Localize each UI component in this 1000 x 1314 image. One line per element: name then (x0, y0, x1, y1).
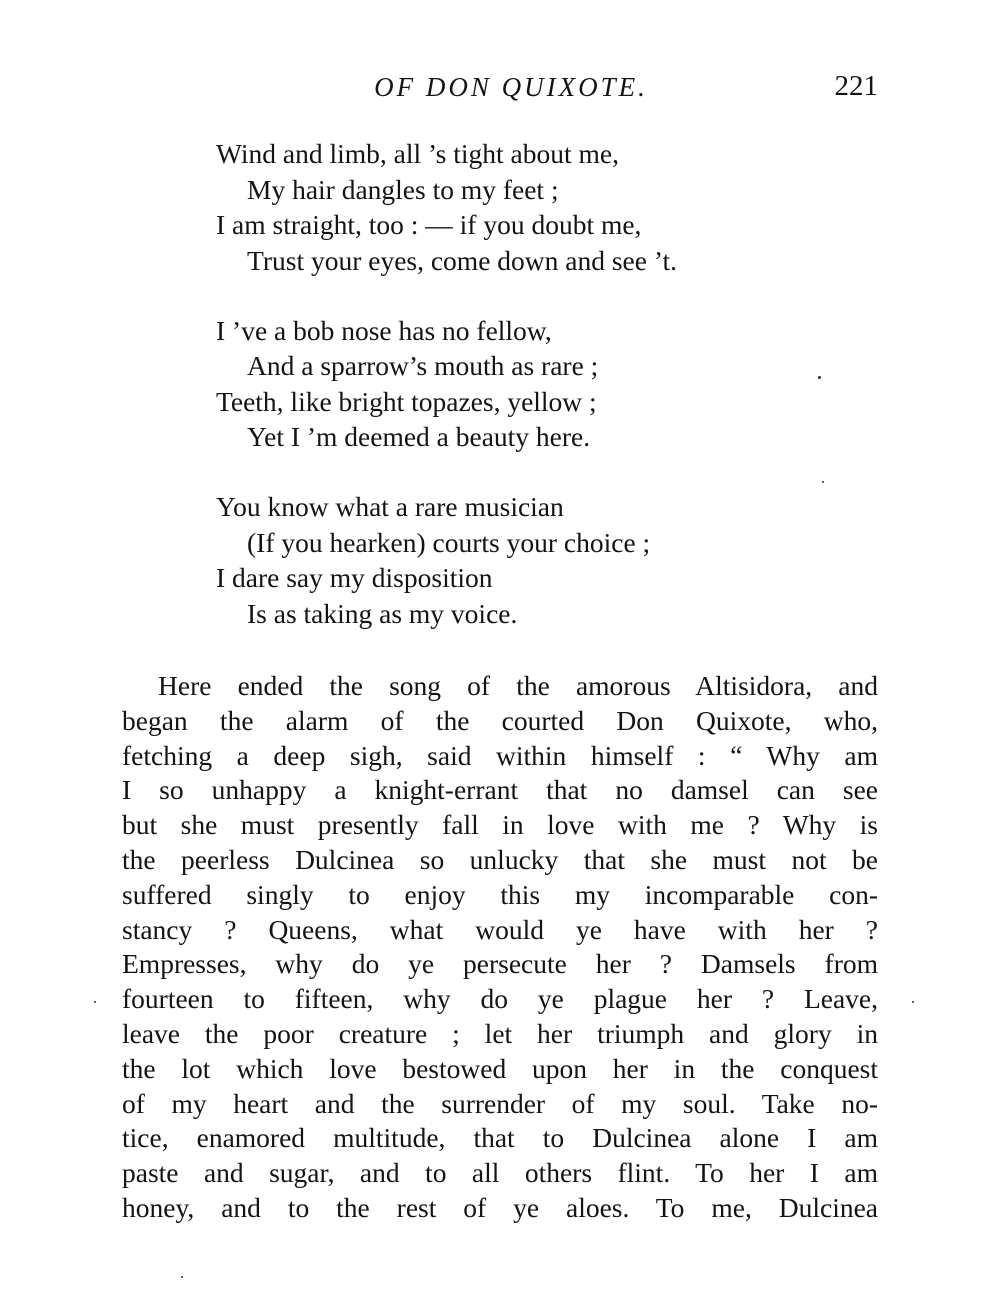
prose-line: began the alarm of the courted Don Quixote, who, (122, 704, 878, 736)
prose-paragraph (122, 669, 878, 1226)
prose-line: leave the poor creature ; let her triumph and glory in (122, 1017, 878, 1049)
running-title: OF DON QUIXOTE. (374, 72, 648, 102)
prose-line: of my heart and the surrender of my soul. Take no- (122, 1087, 878, 1119)
prose-line: honey, and to the rest of ye aloes. To me, Dulcinea (122, 1191, 878, 1223)
prose-line: but she must presently fall in love with me ? Why is (122, 809, 878, 841)
prose-line: Here ended the song of the amorous Altisidora, and (158, 670, 878, 701)
poem-line: I am straight, too : — if you doubt me, (216, 209, 642, 240)
stanza (216, 489, 836, 631)
scan-speck (181, 1276, 183, 1278)
stanza (216, 313, 836, 455)
prose-line: stancy ? Queens, what would ye have with her ? (122, 913, 878, 945)
poem-line: Is as taking as my voice. (247, 597, 518, 629)
stanza (216, 136, 836, 278)
prose-line: the lot which love bestowed upon her in the conquest (122, 1052, 878, 1084)
prose-line: tice, enamored multitude, that to Dulcinea alone I am (122, 1122, 878, 1154)
poem-line: I ’ve a bob nose has no fellow, (216, 314, 552, 346)
prose-line: suffered singly to enjoy this my incomparable con- (122, 878, 878, 910)
page-number: 221 (834, 70, 878, 102)
poem-line: Teeth, like bright topazes, yellow ; (216, 385, 597, 417)
poem-line: Trust your eyes, come down and see ’t. (247, 244, 678, 276)
scan-speck (818, 376, 821, 379)
scan-speck (912, 1001, 914, 1003)
prose-line: fourteen to fifteen, why do ye plague her ? Leave, (122, 983, 878, 1015)
poem-line: I dare say my disposition (216, 562, 493, 593)
poem-line: You know what a rare musician (216, 491, 564, 522)
page-header (122, 72, 878, 108)
poem-line: My hair dangles to my feet ; (247, 173, 559, 205)
poem-line: And a sparrow’s mouth as rare ; (247, 350, 599, 381)
prose-line: the peerless Dulcinea so unlucky that she must not be (122, 843, 878, 875)
prose-line: paste and sugar, and to all others flint. To her I am (122, 1157, 878, 1189)
scan-speck (822, 481, 824, 483)
poem (216, 136, 836, 666)
poem-line: Yet I ’m deemed a beauty here. (247, 421, 591, 452)
prose-line: fetching a deep sigh, said within himself : “ Why am (122, 739, 878, 771)
poem-line: Wind and limb, all ’s tight about me, (216, 138, 619, 169)
poem-line: (If you hearken) courts your choice ; (247, 526, 651, 558)
prose-line: Empresses, why do ye persecute her ? Damsels from (122, 948, 878, 980)
prose-line: I so unhappy a knight-errant that no damsel can see (122, 774, 878, 806)
scan-speck (94, 1001, 96, 1003)
